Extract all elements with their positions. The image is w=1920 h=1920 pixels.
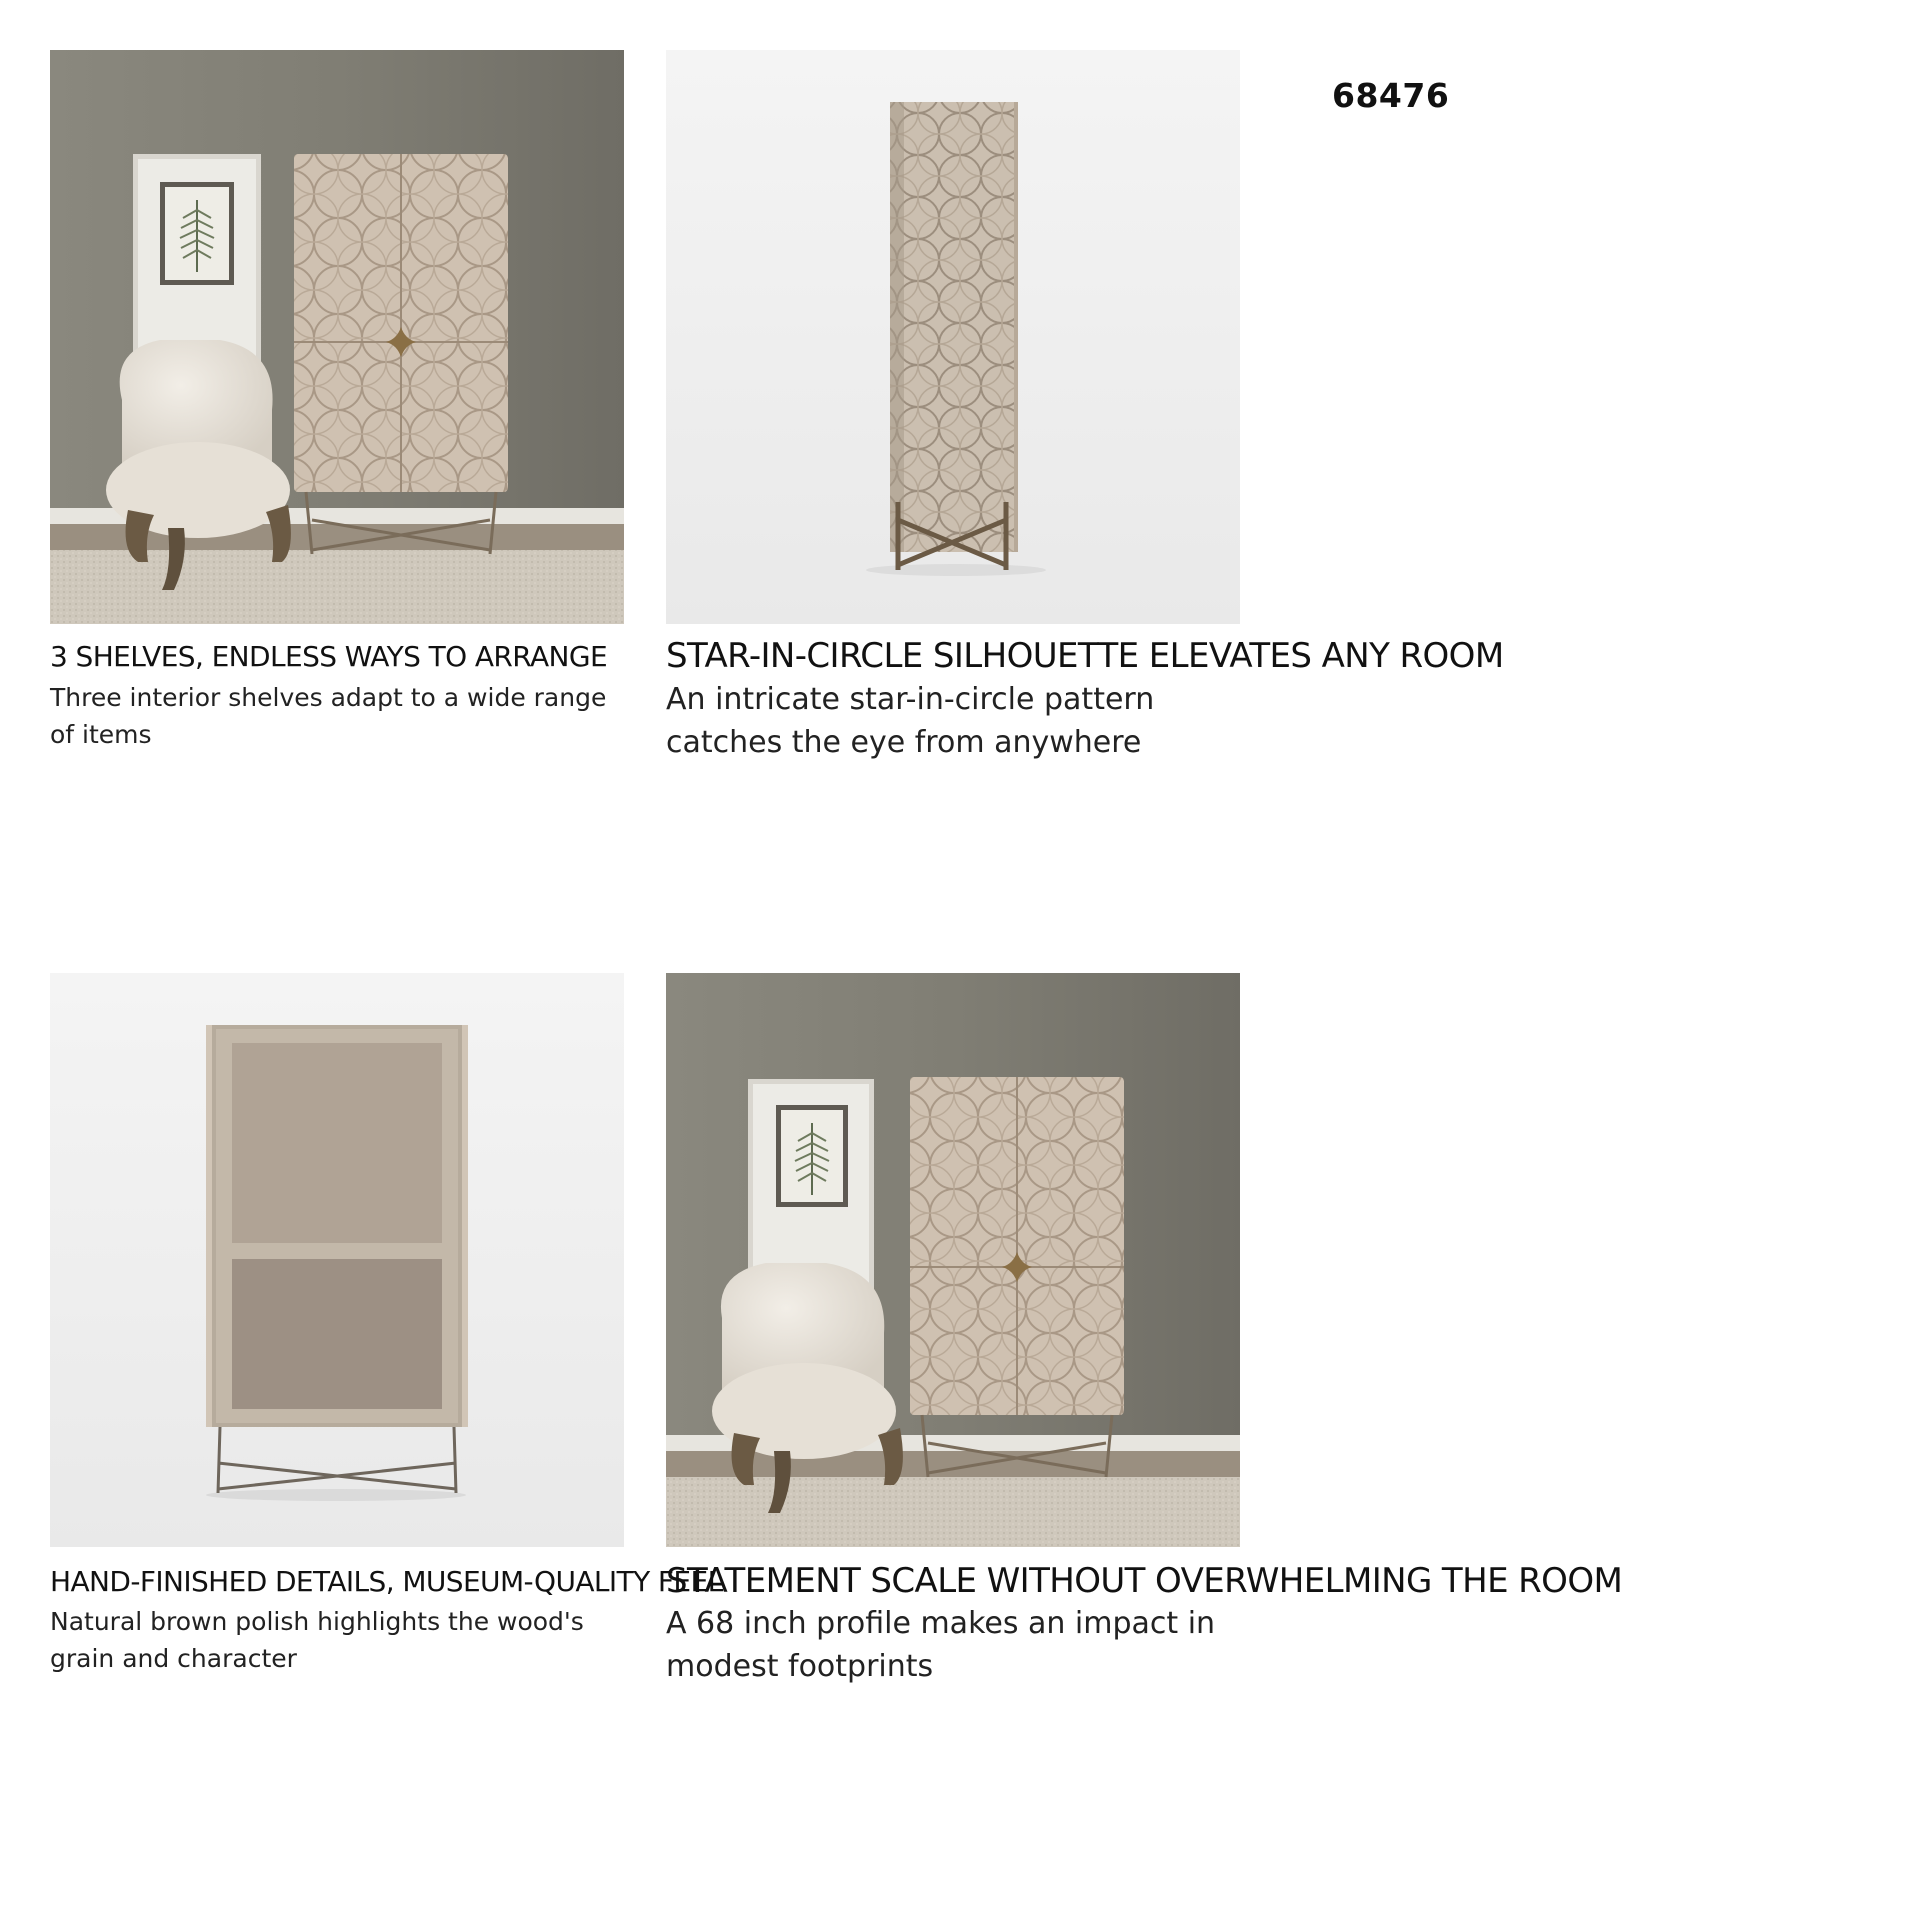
panel-2-heading: STAR-IN-CIRCLE SILHOUETTE ELEVATES ANY ROOM xyxy=(666,636,1504,676)
cabinet-back-image xyxy=(50,973,624,1547)
panel-3-image xyxy=(50,973,624,1547)
cabinet-side-image xyxy=(666,50,1240,624)
panel-3-heading: HAND-FINISHED DETAILS, MUSEUM-QUALITY FEEL xyxy=(50,1565,723,1598)
panel-2-description: An intricate star-in-circle pattern catches the eye from anywhere xyxy=(666,682,1155,760)
panel-2-image xyxy=(666,50,1240,624)
product-id: 68476 xyxy=(1332,76,1450,115)
room-scene-image xyxy=(50,50,624,624)
panel-1-image xyxy=(50,50,624,624)
panel-4-heading: STATEMENT SCALE WITHOUT OVERWHELMING THE ROOM xyxy=(666,1561,1623,1601)
room-scene-image xyxy=(666,973,1240,1547)
panel-3-description: Natural brown polish highlights the wood's grain and character xyxy=(50,1607,584,1673)
panel-4-image xyxy=(666,973,1240,1547)
panel-1-heading: 3 SHELVES, ENDLESS WAYS TO ARRANGE xyxy=(50,640,608,673)
panel-1-description: Three interior shelves adapt to a wide range of items xyxy=(50,683,607,749)
panel-4-description: A 68 inch profile makes an impact in modest footprints xyxy=(666,1606,1216,1684)
